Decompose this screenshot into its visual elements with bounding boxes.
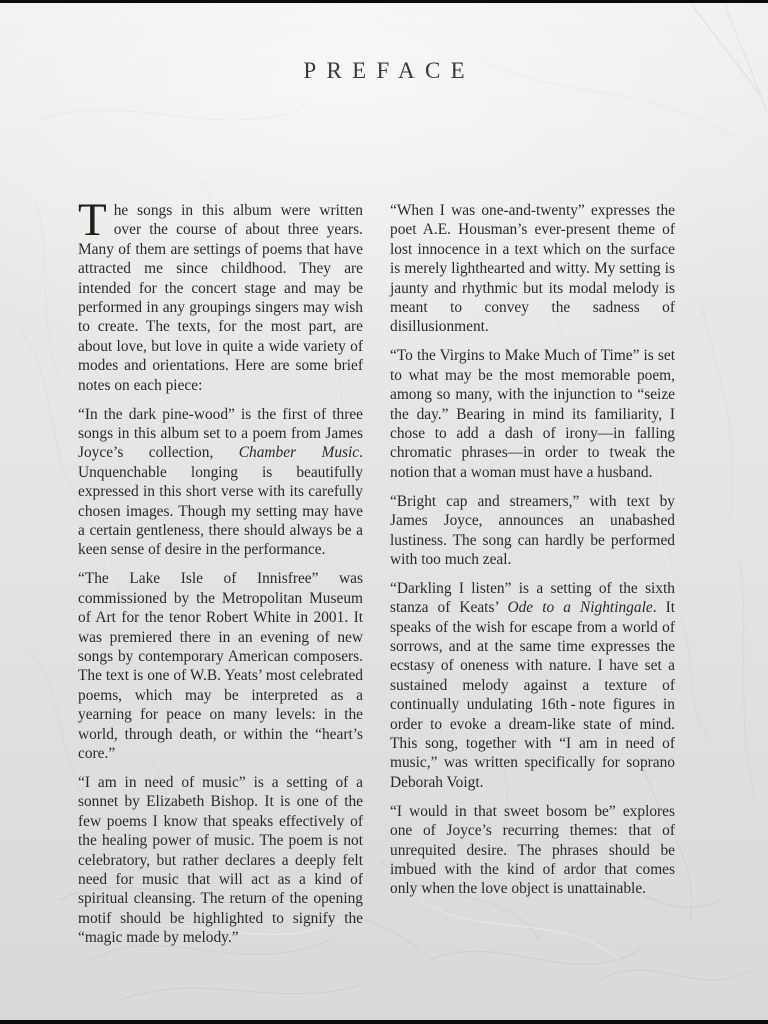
paragraph xyxy=(390,492,675,570)
dropcap-letter: T xyxy=(78,194,107,246)
left-column xyxy=(78,194,363,957)
body-text: “The Lake Isle of Innisfree” was commissioned by the Metropolitan Museum of Art for the tenor Robert White in 2001. It was premiered there in an evening of new songs by contemporary American composers. The text is one of W.B. Yeats’ most celebrated poems, which may be interpreted as a yearning for peace on many levels: in the world, through death, or within the “heart’s core.” xyxy=(78,570,363,762)
body-text: “I would in that sweet bosom be” explores one of Joyce’s recurring themes: that of unrequited desire. The phrases should be imbued with the kind of ardor that comes only when the love object is unattainable. xyxy=(390,802,675,898)
paragraph xyxy=(78,773,363,948)
paragraph xyxy=(390,346,675,482)
paragraph xyxy=(78,569,363,763)
work-title-text: Ode to a Nightingale xyxy=(507,599,653,617)
page-top-edge xyxy=(0,0,768,3)
page-bottom-edge xyxy=(0,1020,768,1024)
page-title: PREFACE xyxy=(303,58,476,83)
body-text: he songs in this album were written over the course of about three years. Many of them are settings of poems that have attracted me since childhood. They are intended for the concert stage and may be performed in any groupings singers may wish to create. The texts, for the most part, are about love, but love in quite a wide variety of modes and orientations. Here are some brief notes on each piece: xyxy=(78,202,363,394)
work-title-text: Chamber Music xyxy=(238,444,360,462)
body-text: “In the dark pine-wood” is the first of three songs in this album set to a poem from James Joyce’s collection, xyxy=(78,405,363,462)
paragraph xyxy=(390,579,675,792)
right-column xyxy=(390,201,675,957)
paragraph xyxy=(78,194,363,395)
body-text: . It speaks of the wish for escape from a world of sorrows, and at the same time expresses the ecstasy of oneness with nature. I have set a sustained melody against a texture of continually undulating 16th - note figures in order to evoke a dream-like state of mind. This song, together with “I am in need of music,” was written specifically for soprano Deborah Voigt. xyxy=(390,599,676,791)
body-text: “Darkling I listen” is a setting of the sixth stanza of Keats’ xyxy=(390,579,675,617)
preface-columns xyxy=(78,194,676,957)
paragraph xyxy=(390,802,675,899)
body-text: “To the Virgins to Make Much of Time” is set to what may be the most memorable poem, among so many, with the injunction to “seize the day.” Bearing in mind its familiarity, I chose to add a dash of irony—in falling chromatic phrases—in order to tweak the notion that a woman must have a husband. xyxy=(390,347,675,481)
paragraph xyxy=(390,201,675,337)
body-text: “I am in need of music” is a setting of a sonnet by Elizabeth Bishop. It is one of the few poems I know that speaks effectively of the healing power of music. The poem is not celebratory, but rather declares a deeply felt need for music that will act as a kind of spiritual cleansing. The return of the opening motif should be highlighted to signify the “magic made by melody.” xyxy=(78,773,363,947)
body-text: “When I was one-and-twenty” expresses the poet A.E. Housman’s ever-present theme of lost innocence in a text which on the surface is merely lighthearted and witty. My setting is jaunty and rhythmic but its modal melody is meant to convey the sadness of disillusionment. xyxy=(390,202,675,336)
body-text: “Bright cap and streamers,” with text by James Joyce, announces an unabashed lustiness. The song can hardly be performed with too much zeal. xyxy=(390,492,675,568)
body-text: . Unquenchable longing is beautifully expressed in this short verse with its carefully chosen images. Though my setting may have a certain gentleness, there should always be a keen sense of desire in the performance. xyxy=(78,444,363,559)
paragraph xyxy=(78,405,363,560)
